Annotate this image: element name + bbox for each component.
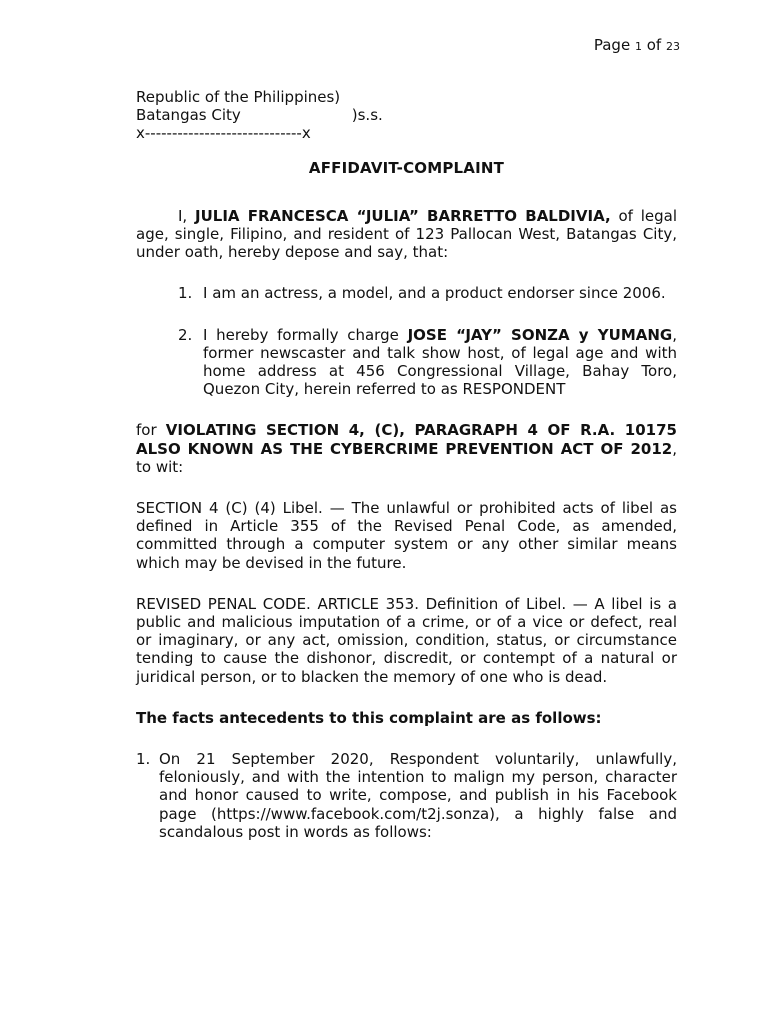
article-quote: REVISED PENAL CODE. ARTICLE 353. Definition of Libel. — A libel is a public and malicious imputation of a crime, or of a vice or defect, real or imaginary, or any act, omission, condition, status, or circumstance tending to cause the dishonor, discredit, or contempt of a natural or juridical person, or to blacken the memory of one who is dead.: [136, 594, 677, 686]
facts-list: [136, 750, 677, 841]
document-title: AFFIDAVIT-COMPLAINT: [308, 158, 505, 177]
venue-line-city: Batangas City )s.s.: [136, 106, 383, 125]
charge-statute: VIOLATING SECTION 4, (C), PARAGRAPH 4 OF R.A. 10175 ALSO KNOWN AS THE CYBERCRIME PREVENTION ACT OF 2012: [136, 421, 677, 458]
facts-heading: The facts antecedents to this complaint are as follows:: [136, 708, 602, 727]
venue-line-republic: Republic of the Philippines): [136, 88, 341, 106]
intro-paragraph: I, JULIA FRANCESCA “JULIA” BARRETTO BALDIVIA, of legal age, single, Filipino, and resident of 123 Pallocan West, Batangas City, under oath, hereby depose and say, that:: [136, 206, 677, 262]
charge-paragraph: for VIOLATING SECTION 4, (C), PARAGRAPH 4 OF R.A. 10175 ALSO KNOWN AS THE CYBERCRIME PREVENTION ACT OF 2012, to wit:: [136, 421, 677, 476]
venue-separator: x-----------------------------x: [136, 124, 311, 143]
list-item: 2. I hereby formally charge JOSE “JAY” SONZA y YUMANG, former newscaster and talk show host, of legal age and with home address at 456 Congressional Village, Bahay Toro, Quezon City, herein referred to as RESPONDENT: [178, 325, 678, 399]
venue-header: [136, 88, 677, 143]
respondent-name: JOSE “JAY” SONZA y YUMANG: [407, 325, 673, 344]
page-indicator: Page 1 of 23: [593, 36, 680, 54]
complainant-name: JULIA FRANCESCA “JULIA” BARRETTO BALDIVIA,: [195, 206, 611, 225]
statements-list: [136, 284, 677, 398]
section-quote: SECTION 4 (C) (4) Libel. — The unlawful or prohibited acts of libel as defined in Article 355 of the Revised Penal Code, as amended, committed through a computer system or any other similar means which may be devised in the future.: [136, 499, 677, 572]
total-pages: 23: [666, 40, 680, 53]
current-page-number: 1: [634, 40, 642, 53]
list-item: 1. I am an actress, a model, and a product endorser since 2006.: [178, 284, 666, 303]
list-item: 1. On 21 September 2020, Respondent voluntarily, unlawfully, feloniously, and with the intention to malign my person, character and honor caused to write, compose, and publish in his Facebook page (https://www.facebook.com/t2j.sonza), a highly false and scandalous post in words as follows:: [136, 750, 677, 841]
document-body: [136, 88, 677, 841]
